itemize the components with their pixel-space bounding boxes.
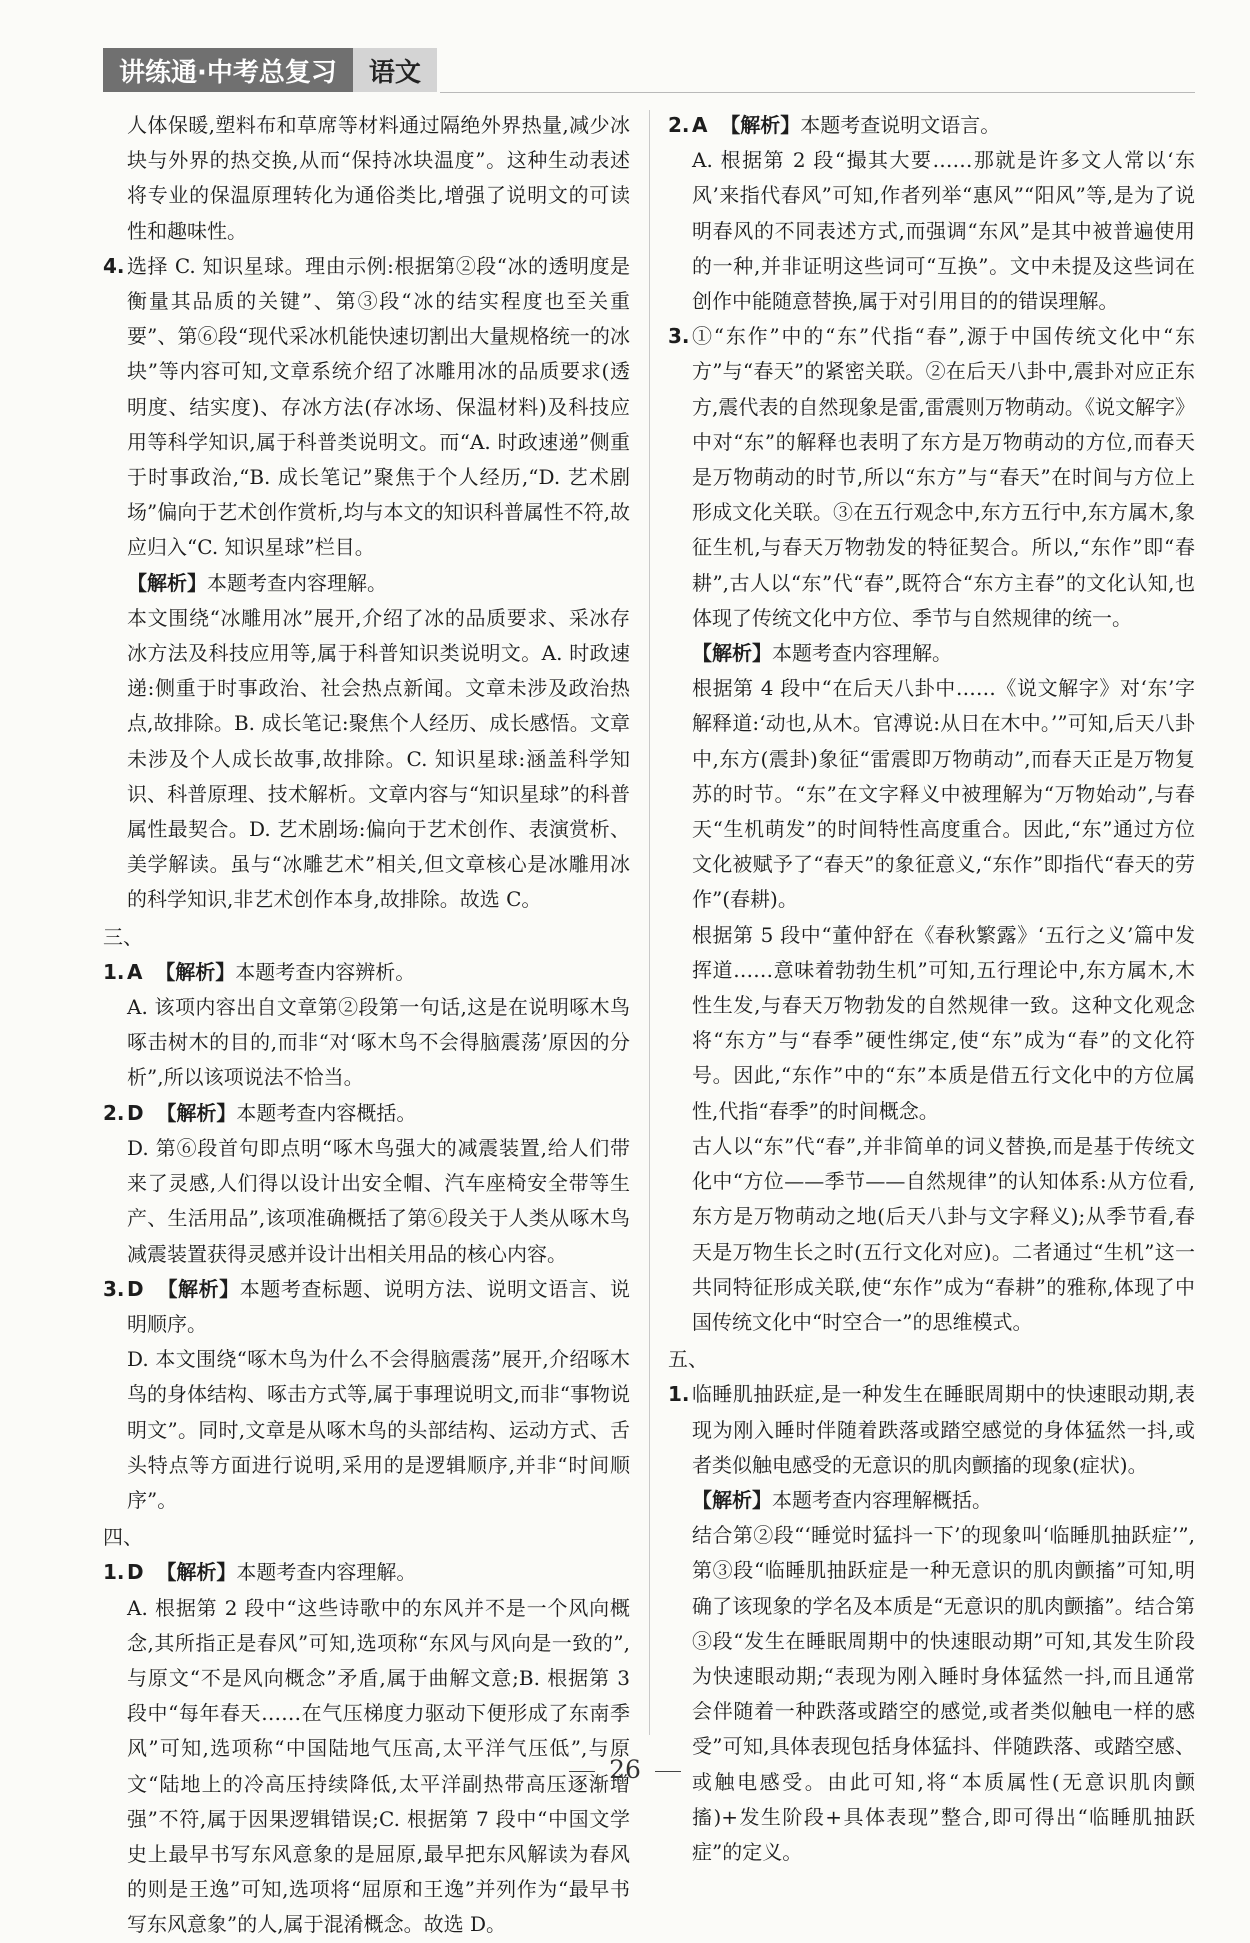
answer-letter: D [127,1100,144,1125]
analysis-tag: 【解析】 [692,1487,772,1512]
question-number: 2. [103,1100,125,1125]
s3-question-3 [103,1272,630,1518]
answer-text: ①“东作”中的“东”代指“春”,源于中国传统文化中“东方”与“春天”的紧密关联。②在后天八卦中,震卦对应正东方,震代表的自然现象是雷,雷震则万物萌动。《说文解字》中对“东”的解释也表明了东方是万物萌动的方位,而春天是万物萌动的时节,所以“东方”与“春天”在时间与方位上形成文化关联。③在五行观念中,东方五行中,东方属木,象征生机,与春天万物勃发的特征契合。所以,“东作”即“春耕”,古人以“东”代“春”,既符合“东方主春”的文化认知,也体现了传统文化中方位、季节与自然规律的统一。 [692,324,1195,630]
analysis-label: 本题考查内容理解概括。 [772,1487,992,1512]
question-number: 4. [103,253,125,278]
analysis-tag: 【解析】 [156,1560,237,1585]
question-number: 1. [103,1560,125,1585]
analysis-paragraph-2: 根据第 5 段中“董仲舒在《春秋繁露》‘五行之义’篇中发挥道……意味着勃勃生机”可知,五行理论中,东方属木,木性生发,与春天万物勃发的自然规律一致。这种文化观念将“东方”与“春季”硬性绑定,使“东”成为“春”的文化符号。因此,“东作”中的“东”本质是借五行文化中的方位属性,代指“春季”的时间概念。 [692,922,1195,1123]
answer-letter: A [127,959,143,984]
question-number: 2. [668,113,690,137]
analysis-text: 本文围绕“冰雕用冰”展开,介绍了冰的品质要求、采冰存冰方法及科技应用等,属于科普知识类说明文。A. 时政速递:侧重于时事政治、社会热点新闻。文章未涉及政治热点,故排除。B. 成长笔记:聚焦个人经历、成长感悟。文章未涉及个人成长故事,故排除。C. 知识星球:涵盖科学知识、科普原理、技术解析。文章内容与“知识星球”的科普属性最契合。D. 艺术剧场:偏向于艺术创作、表演赏析、美学解读。虽与“冰雕艺术”相关,但文章核心是冰雕用冰的科学知识,非艺术创作本身,故排除。故选 C。 [127,605,630,912]
analysis-text: D. 第⑥段首句即点明“啄木鸟强大的减震装置,给人们带来了灵感,人们得以设计出安全帽、汽车座椅安全带等生产、生活用品”,该项准确概括了第⑥段关于人类从啄木鸟减震装置获得灵感并设计出相关用品的核心内容。 [127,1135,630,1266]
analysis-paragraph-3: 古人以“东”代“春”,并非简单的词义替换,而是基于传统文化中“方位——季节——自然规律”的认知体系:从方位看,东方是万物萌动之地(后天八卦与文字释义);从季节看,春天是万物生长之时(五行文化对应)。二者通过“生机”这一共同特征形成关联,使“东作”成为“春耕”的雅称,体现了中国传统文化中“时空合一”的思维模式。 [692,1133,1195,1334]
analysis-label: 本题考查内容概括。 [236,1100,417,1125]
analysis-label: 本题考查内容理解。 [207,570,387,595]
analysis-tag: 【解析】 [692,641,772,666]
section-5-title: 五、 [668,1347,708,1372]
answer-text: 临睡肌抽跃症,是一种发生在睡眠周期中的快速眼动期,表现为刚入睡时伴随着跌落或踏空感觉的身体猛然一抖,或者类似触电感受的无意识的肌肉颤搐的现象(症状)。 [692,1382,1195,1477]
s5-question-1 [668,1377,1195,1870]
page-footer [0,1755,1250,1784]
analysis-tag: 【解析】 [720,113,801,137]
page-number: 26 [609,1755,641,1784]
question-number: 1. [668,1382,690,1407]
analysis-text: A. 根据第 2 段中“这些诗歌中的东风并不是一个风向概念,其所指正是春风”可知,选项称“东风与风向是一致的”,与原文“不是风向概念”矛盾,属于曲解文意;B. 根据第 3 段中“每年春天……在气压梯度力驱动下便形成了东南季风”可知,选项称“中国陆地气压高,太平洋气压低”,与原文“陆地上的冷高压持续降低,太平洋副热带高压逐渐增强”不符,属于因果逻辑错误;C. 根据第 7 段中“中国文学史上最早书写东风意象的是屈原,最早把东风解读为春风的则是王逸”可知,选项将“屈原和王逸”并列作为“最早书写东风意象”的人,属于混淆概念。故选 D。 [127,1595,630,1937]
analysis-text: 结合第②段“‘睡觉时猛抖一下’的现象叫‘临睡肌抽跃症’”,第③段“临睡肌抽跃症是一种无意识的肌肉颤搐”可知,明确了该现象的学名及本质是“无意识的肌肉颤搐”。结合第③段“发生在睡眠周期中的快速眼动期”可知,其发生阶段为快速眼动期;“表现为刚入睡时身体猛然一抖,而且通常会伴随着一种跌落或踏空的感觉,或者类似触电一样的感受”可知,具体表现包括身体猛抖、伴随跌落、或踏空感、或触电感受。由此可知,将“本质属性(无意识肌肉颤搐)+发生阶段+具体表现”整合,即可得出“临睡肌抽跃症”的定义。 [692,1523,1195,1864]
analysis-paragraph-1: 根据第 4 段中“在后天八卦中……《说文解字》对‘东’字解释道:‘动也,从木。官溥说:从日在木中。’”可知,后天八卦中,东方(震卦)象征“雷震即万物萌动”,而春天正是万物复苏的时节。“东”在文字释义中被理解为“万物始动”,与春天“生机萌发”的时间特性高度重合。因此,“东”通过方位文化被赋予了“春天”的象征意义,“东作”即指代“春天的劳作”(春耕)。 [692,676,1195,912]
s4-question-3 [668,319,1195,1340]
s3-question-1 [103,955,630,1096]
left-column [103,108,630,1943]
analysis-tag: 【解析】 [155,959,236,984]
answer-text: 选择 C. 知识星球。理由示例:根据第②段“冰的透明度是衡量其品质的关键”、第③段“冰的结实程度也至关重要”、第⑥段“现代采冰机能快速切割出大量规格统一的冰块”等内容可知,文章系统介绍了冰雕用冰的品质要求(透明度、结实度)、存冰方法(存冰场、保温材料)及科技应用等科学知识,属于科普类说明文。而“A. 时政速递”侧重于时事政治,“B. 成长笔记”聚焦于个人经历,“D. 艺术剧场”偏向于艺术创作赏析,均与本文的知识科普属性不符,故应归入“C. 知识星球”栏目。 [127,253,630,560]
question-number: 3. [668,324,690,349]
analysis-text: D. 本文围绕“啄木鸟为什么不会得脑震荡”展开,介绍啄木鸟的身体结构、啄击方式等,属于事理说明文,而非“事物说明文”。同时,文章是从啄木鸟的头部结构、运动方式、舌头特点等方面进行说明,采用的是逻辑顺序,并非“时间顺序”。 [127,1347,630,1512]
question-number: 3. [103,1276,125,1301]
s3-question-2 [103,1096,630,1272]
analysis-text: A. 根据第 2 段“撮其大要……那就是许多文人常以‘东风’来指代春风”可知,作者列举“惠风”“阳风”等,是为了说明春风的不同表述方式,而强调“东风”是其中被普遍使用的一种,并非证明这些词可“互换”。文中未提及这些词在创作中能随意替换,属于对引用目的的错误理解。 [692,148,1195,314]
column-divider [649,110,650,1735]
analysis-label: 本题考查内容辨析。 [235,959,416,984]
analysis-label: 本题考查内容理解。 [236,1560,417,1585]
question-4 [103,249,630,918]
section-4-title: 四、 [103,1525,143,1550]
section-3-title: 三、 [103,924,143,949]
answer-letter: D [127,1276,144,1301]
analysis-label: 本题考查内容理解。 [772,641,952,666]
analysis-tag: 【解析】 [156,1100,237,1125]
right-column [668,108,1195,1870]
page-header [103,48,437,92]
footer-dash-left [569,1771,595,1772]
question-number: 1. [103,959,125,984]
analysis-text: A. 该项内容出自文章第②段第一句话,这是在说明啄木鸟啄击树木的目的,而非“对‘啄木鸟不会得脑震荡’原因的分析”,所以该项说法不恰当。 [127,995,630,1090]
analysis-label: 本题考查标题、说明方法、说明文语言、说明顺序。 [127,1276,631,1336]
header-rule [440,92,1195,93]
s4-question-1 [103,1555,630,1942]
analysis-tag: 【解析】 [157,1276,240,1301]
answer-letter: D [127,1560,144,1585]
analysis-tag: 【解析】 [127,570,207,595]
answer-letter: A [692,113,708,137]
s4-question-2 [668,108,1195,319]
continued-paragraph: 人体保暖,塑料布和草席等材料通过隔绝外界热量,减少冰块与外界的热交换,从而“保持冰块温度”。这种生动表述将专业的保温原理转化为通俗类比,增强了说明文的可读性和趣味性。 [127,113,630,243]
series-title: 讲练通·中考总复习 [103,48,353,92]
footer-dash-right [655,1771,681,1772]
subject-title: 语文 [353,48,437,92]
analysis-label: 本题考查说明文语言。 [800,113,1001,137]
